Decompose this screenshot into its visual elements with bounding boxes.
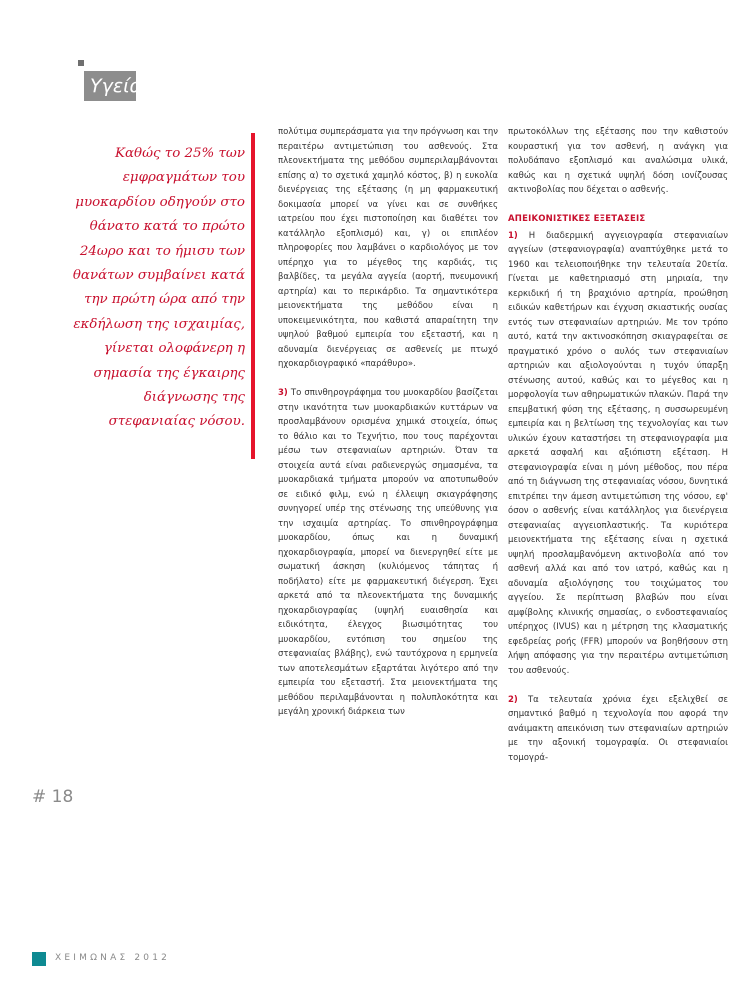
item-number: 3): [278, 388, 288, 398]
paragraph-text: Τα τελευταία χρόνια έχει εξελιχθεί σε σημαντικό βαθμό η τεχνολογία που αφορά την ανάιμακτη απεικόνιση των στεφανιαίων αρτηριών με την αξονική τομογραφία. Οι στεφανιαίοι τομογρά-: [508, 694, 728, 763]
item-number: 2): [508, 694, 518, 705]
paragraph-text: Η διαδερμική αγγειογραφία στεφανιαίων αγγείων (στεφανιογραφία) αναπτύχθηκε μετά το 1960 και τελειοποιήθηκε την τελευταία 20ετία. Γίνεται με καθετηριασμό στη μηριαία, την κερκιδική ή τη βραχιόνιο αρτηρία, προώθηση ειδικών καθετήρων και έγχυση σκιαστικής ουσίας εντός των στεφανιαίων αρτηριών. Με τον τρόπο αυτό, κατά την ακτινοσκόπηση σκιαγραφείται σε πραγματικό χρόνο ο αυλός των στεφανιαίων αρτηριών και αξιολογούνται η τυχόν ύπαρξη στένωσης αυτού, καθώς και το μέγεθος και η μορφολογία των αθηρωματικών πλακών. Παρά την επεμβατική φύση της εξέτασης, η συσσωρευμένη εμπειρία και η βελτίωση της τεχνολογίας και των υλικών έχουν καταστήσει τη στεφανιογραφία μια αρκετά ασφαλή και αξιόπιστη εξέταση. Η στεφανιογραφία είναι η μόνη μέθοδος, που πέρα από τη διάγνωση της στεφανιαίας νόσου, δυνητικά επιτρέπει την άμεση αντιμετώπιση της νόσου, εφ' όσον ο ασθενής είναι κατάλληλος για διενέργεια στεφανιαίας αγγειοπλαστικής. Τα κυριότερα μειονεκτήματα της εξέτασης είναι η σχετικά υψηλή προσλαμβανόμενη ακτινοβολία από τον ασθενή αλλά και από τον ιατρό, καθώς και η αδυναμία αξιολόγησης του τοιχώματος του αγγείου. Σε περίπτωση βλαβών που είναι αμφίβολης κλινικής σημασίας, ο ενδοστεφανιαίος υπέρηχος (IVUS) και η μέτρηση της κλασματικής εφεδρείας ροής (FFR) μπορούν να βοηθήσουν στη λήψη απόφασης για την περαιτέρω αντιμετώπιση του ασθενούς.: [508, 230, 728, 676]
pull-quote: Καθώς το 25% των εμφραγμάτων του μυοκαρδίου οδηγούν στο θάνατο κατά το πρώτο 24ωρο και το ήμισυ των θανάτων συμβαίνει κατά την πρώτη ώρα από την εκδήλωση της ισχαιμίας, γίνεται ολοφάνερη η σημασία της έγκαιρης διάγνωσης της στεφανιαίας νόσου.: [72, 146, 245, 430]
body-paragraph: [278, 386, 498, 720]
text-column-right: [508, 125, 728, 780]
issue-label: ΧΕΙΜΩΝΑΣ 2012: [55, 953, 171, 963]
footer-square: [32, 952, 46, 966]
paragraph-text: Το σπινθηρογράφημα του μυοκαρδίου βασίζεται στην ικανότητα των μυοκαρδιακών κυττάρων να προσλαμβάνουν ορισμένα χημικά στοιχεία, όπως το θάλιο και το Τεχνήτιο, που τους παρέχονται μέσω των στεφανιαίων αρτηριών. Όταν τα στοιχεία αυτά είναι ραδιενεργώς σημασμένα, τα μυοκαρδιακά τμήματα μπορούν να αποτυπωθούν σε ειδικό φιλμ, ενώ η έλλειψη σκιαγράφησης συνηγορεί υπέρ της στένωσης της υπεύθυνης για την ισχαιμία αρτηρίας. Το σπινθηρογράφημα μυοκαρδίου, όπως και η δυναμική ηχοκαρδιογραφία, μπορεί να διενεργηθεί είτε με σωματική άσκηση (κυλιόμενος τάπητας ή ποδήλατο) είτε με φαρμακευτική διέγερση. Έχει αρκετά από τα πλεονεκτήματα της δυναμικής ηχοκαρδιογραφίας (υψηλή ευαισθησία και ειδικότητα, έλεγχος βιωσιμότητας του μυοκαρδίου, εντόπιση του σημείου της στεφανιαίας βλάβης), ενώ ταυτόχρονα η ερμηνεία των αποτελεσμάτων εξαρτάται λιγότερο από την εμπειρία του εξεταστή. Στα μειονεκτήματα της μεθόδου περιλαμβάνονται η πολυπλοκότητα και μεγάλη χρονική διάρκεια των: [278, 388, 498, 717]
page-number: # 18: [32, 787, 74, 807]
paragraph-text: πολύτιμα συμπεράσματα για την πρόγνωση και την περαιτέρω αντιμετώπιση του ασθενούς. Στα πλεονεκτήματα της μεθόδου συμπεριλαμβάνονται επίσης α) το σχετικά χαμηλό κόστος, β) η ευκολία διενέργειας της εξέτασης (η μη φαρμακευτική δοκιμασία μπορεί να γίνει και σε συνθήκες ιατρείου που έχει πιστοποίηση και διαθέτει τον κατάλληλο εξοπλισμό) και, γ) οι επιπλέον πληροφορίες που λαμβάνει ο καρδιολόγος με τον υπέρηχο για το μέγεθος της καρδιάς, τις βαλβίδες, τα μεγάλα αγγεία (αορτή, πνευμονική αρτηρία) και το περικάρδιο. Τα σημαντικότερα μειονεκτήματα της μεθόδου είναι η υποκειμενικότητα, που καθιστά απαραίτητη την υψηλού βαθμού εμπειρία του εξεταστή, και η αδυναμία διενέργειας σε ασθενείς με πτωχό ηχοκαρδιογραφικό «παράθυρο».: [278, 127, 498, 369]
pull-quote-rule: [251, 133, 255, 459]
paragraph-text: πρωτοκόλλων της εξέτασης που την καθιστούν κουραστική για τον ασθενή, η ανάγκη για πολυδάπανο εξοπλισμό και αναλώσιμα υλικά, καθώς και η σχετικά υψηλή δόση ιονίζουσας ακτινοβολίας που δέχεται ο ασθενής.: [508, 127, 728, 195]
body-paragraph: [278, 125, 498, 372]
body-paragraph: [508, 125, 728, 198]
body-paragraph: [508, 693, 728, 766]
subheading: ΑΠΕΙΚΟΝΙΣΤΙΚΕΣ ΕΞΕΤΑΣΕΙΣ: [508, 214, 646, 224]
section-label: Υγεία: [84, 71, 136, 101]
text-column-middle: [278, 125, 498, 734]
item-number: 1): [508, 230, 518, 241]
section-marker-square: [78, 60, 84, 66]
body-paragraph: [508, 229, 728, 679]
